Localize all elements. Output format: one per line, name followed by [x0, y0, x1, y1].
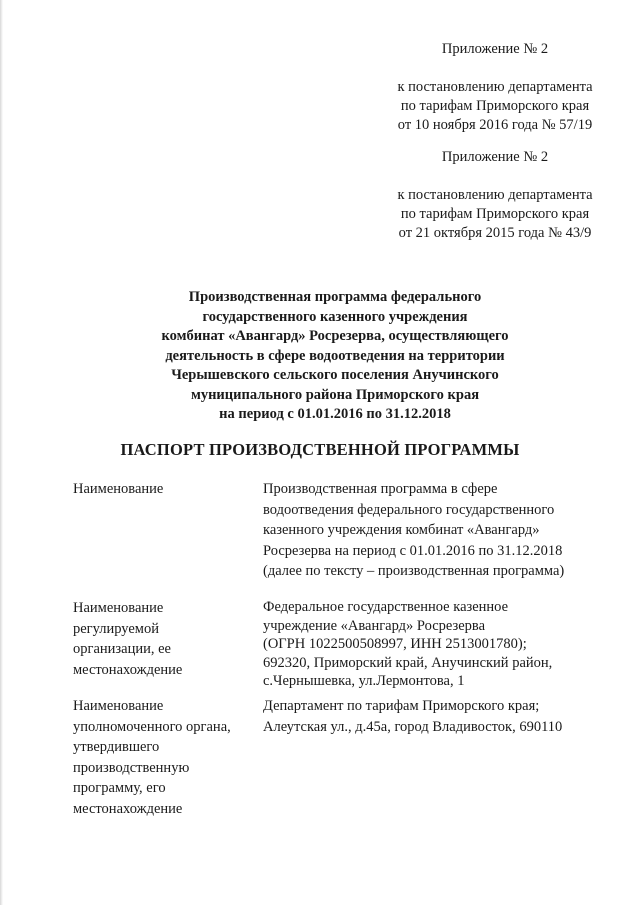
appendix-heading: Приложение № 2 — [441, 41, 549, 57]
title-line: Черышевского сельского поселения Анучинского — [171, 367, 499, 383]
row-value — [263, 696, 613, 737]
appendix-ref-line: к постановлению департамента — [397, 79, 593, 95]
label-line: местонахождение — [73, 661, 183, 678]
label-line: уполномоченного органа, — [73, 718, 231, 735]
row-value — [263, 598, 613, 691]
appendix-ref-line: от 10 ноября 2016 года № 57/19 — [397, 117, 593, 133]
value-line: казенного учреждения комбинат «Авангард» — [263, 522, 540, 538]
label-line: регулируемой — [73, 620, 159, 637]
appendix-heading: Приложение № 2 — [441, 149, 549, 165]
appendix-reference — [380, 78, 610, 135]
value-line: водоотведения федерального государственного — [263, 501, 555, 518]
title-line: на период с 01.01.2016 по 31.12.2018 — [219, 406, 451, 422]
scan-edge — [0, 0, 3, 905]
value-line: Производственная программа в сфере — [263, 481, 498, 497]
title-line: деятельность в сфере водоотведения на территории — [165, 347, 505, 364]
row-label — [73, 479, 253, 500]
title-line: муниципального района Приморского края — [190, 386, 480, 403]
label-line: Наименование — [73, 698, 164, 714]
value-line: Алеутская ул., д.45а, город Владивосток, 690110 — [263, 718, 563, 735]
value-line: Росрезерва на период с 01.01.2016 по 31.12.2018 — [263, 542, 563, 559]
appendix-ref-line: к постановлению департамента — [397, 187, 593, 203]
value-line: 692320, Приморский край, Анучинский район, — [263, 654, 553, 671]
appendix-ref-line: от 21 октября 2015 года № 43/9 — [398, 225, 592, 241]
program-title — [120, 288, 550, 425]
title-line: государственного казенного учреждения — [202, 308, 468, 325]
row-label — [73, 598, 253, 680]
appendix-reference — [380, 186, 610, 243]
appendix-previous — [380, 148, 610, 243]
row-value — [263, 479, 613, 582]
passport-heading: ПАСПОРТ ПРОИЗВОДСТВЕННОЙ ПРОГРАММЫ — [120, 440, 520, 459]
value-line: Федеральное государственное казенное — [263, 599, 509, 615]
value-line: (ОГРН 1022500508997, ИНН 2513001780); — [263, 636, 527, 652]
label-line: организации, ее — [73, 641, 171, 657]
label-line: Наименование — [73, 481, 164, 497]
appendix-ref-line: по тарифам Приморского края — [400, 206, 590, 222]
appendix-current — [380, 40, 610, 135]
label-line: производственную — [73, 759, 190, 776]
label-line: программу, его — [73, 780, 166, 796]
row-label — [73, 696, 253, 819]
value-line: (далее по тексту – производственная программа) — [263, 563, 565, 579]
label-line: местонахождение — [73, 800, 183, 817]
title-line: Производственная программа федерального — [188, 289, 482, 305]
label-line: утвердившего — [73, 739, 160, 755]
value-line: учреждение «Авангард» Росрезерва — [263, 617, 486, 634]
value-line: Департамент по тарифам Приморского края; — [263, 698, 540, 714]
title-line: комбинат «Авангард» Росрезерва, осуществляющего — [161, 328, 509, 344]
appendix-ref-line: по тарифам Приморского края — [400, 98, 590, 114]
label-line: Наименование — [73, 600, 164, 616]
value-line: с.Чернышевка, ул.Лермонтова, 1 — [263, 673, 465, 689]
